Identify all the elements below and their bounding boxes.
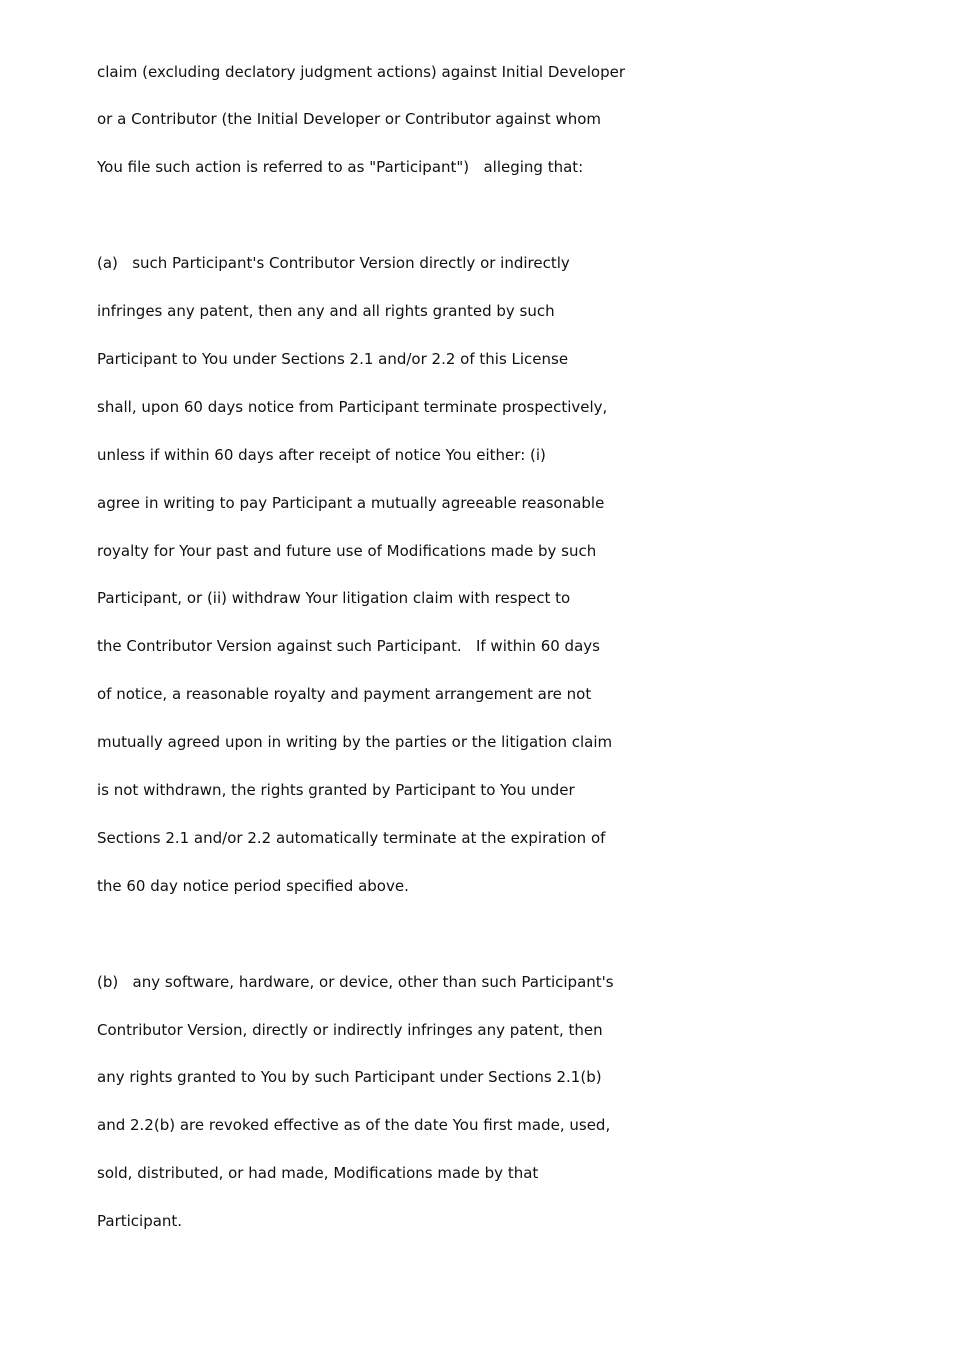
clause-a-line: infringes any patent, then any and all rights granted by such: [97, 302, 555, 320]
clause-b-line: sold, distributed, or had made, Modifications made by that: [97, 1164, 539, 1182]
clause-a-line: is not withdrawn, the rights granted by Participant to You under: [97, 781, 575, 799]
clause-b-line: any rights granted to You by such Participant under Sections 2.1(b): [97, 1068, 602, 1086]
clause-a-line: Sections 2.1 and/or 2.2 automatically terminate at the expiration of: [97, 829, 606, 847]
clause-a-line: Participant, or (ii) withdraw Your litigation claim with respect to: [97, 589, 571, 607]
clause-a-line: (a) such Participant's Contributor Version directly or indirectly: [97, 254, 570, 272]
clause-b-line: (b) any software, hardware, or device, other than such Participant's: [97, 973, 614, 991]
clause-b-line: Contributor Version, directly or indirectly infringes any patent, then: [97, 1021, 603, 1039]
clause-b-line: Participant.: [97, 1212, 183, 1230]
clause-a-line: royalty for Your past and future use of Modifications made by such: [97, 542, 597, 560]
clause-a-line: shall, upon 60 days notice from Participant terminate prospectively,: [97, 398, 608, 416]
clause-b-line: and 2.2(b) are revoked effective as of the date You first made, used,: [97, 1116, 611, 1134]
clause-a-line: agree in writing to pay Participant a mutually agreeable reasonable: [97, 494, 605, 512]
intro-line: You file such action is referred to as "Participant") alleging that:: [97, 158, 584, 176]
clause-a-line: unless if within 60 days after receipt of notice You either: (i): [97, 446, 546, 464]
clause-a-line: of notice, a reasonable royalty and payment arrangement are not: [97, 685, 592, 703]
clause-a-line: Participant to You under Sections 2.1 and/or 2.2 of this License: [97, 350, 569, 368]
clause-a-line: the Contributor Version against such Participant. If within 60 days: [97, 637, 600, 655]
clause-a-line: the 60 day notice period specified above.: [97, 877, 409, 895]
clause-a-line: mutually agreed upon in writing by the parties or the litigation claim: [97, 733, 613, 751]
intro-line: or a Contributor (the Initial Developer or Contributor against whom: [97, 110, 602, 128]
intro-line: claim (excluding declatory judgment actions) against Initial Developer: [97, 63, 626, 81]
